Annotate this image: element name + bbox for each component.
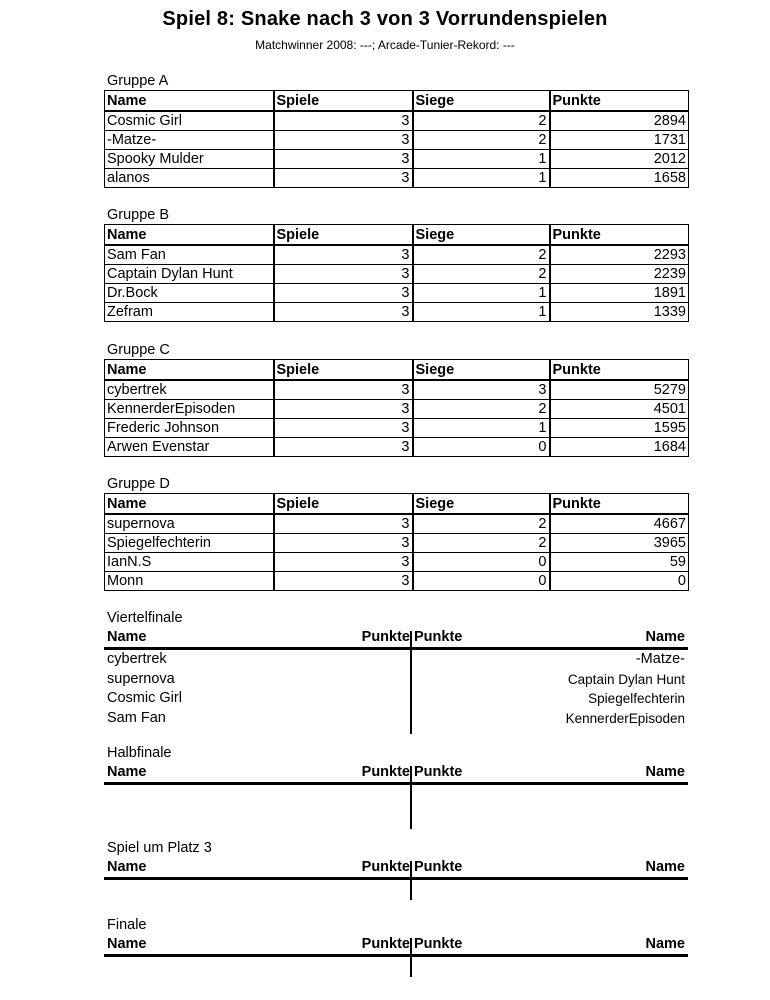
column-header: Punkte: [361, 764, 410, 780]
match-row: [104, 650, 688, 670]
round-label: Halbfinale: [107, 745, 172, 761]
cell-spiele: 3: [274, 380, 413, 400]
column-header: Name: [107, 764, 147, 780]
knockout-section: [104, 839, 688, 896]
group-label: Gruppe A: [107, 73, 169, 89]
cell-punkte: 5279: [550, 380, 689, 400]
cell-siege: 2: [413, 265, 550, 284]
cell-punkte: 1684: [550, 438, 689, 457]
cell-name: supernova: [105, 514, 274, 534]
column-header: Spiele: [274, 91, 413, 112]
cell-punkte: 0: [550, 572, 689, 591]
cell-siege: 1: [413, 150, 550, 169]
column-header: Name: [645, 859, 685, 875]
cell-spiele: 3: [274, 284, 413, 303]
player-left: Sam Fan: [107, 709, 166, 726]
column-header: Name: [107, 629, 147, 645]
cell-spiele: 3: [274, 514, 413, 534]
cell-siege: 1: [413, 284, 550, 303]
cell-name: KennerderEpisoden: [105, 400, 274, 419]
cell-siege: 1: [413, 419, 550, 438]
table-row: [105, 169, 689, 188]
table-header-row: [105, 91, 689, 112]
cell-punkte: 2293: [550, 245, 689, 265]
cell-name: IanN.S: [105, 553, 274, 572]
column-header: Name: [645, 764, 685, 780]
page-subtitle: Matchwinner 2008: ---; Arcade-Tunier-Rekord: ---: [255, 38, 515, 52]
group-label: Gruppe C: [107, 342, 170, 358]
player-left: supernova: [107, 670, 175, 687]
cell-punkte: 2894: [550, 111, 689, 131]
column-header: Punkte: [414, 629, 463, 645]
cell-punkte: 1595: [550, 419, 689, 438]
table-header-row: [105, 360, 689, 381]
column-divider: [410, 631, 412, 734]
column-header: Punkte: [550, 360, 689, 381]
cell-siege: 0: [413, 553, 550, 572]
cell-punkte: 1658: [550, 169, 689, 188]
cell-siege: 0: [413, 572, 550, 591]
cell-spiele: 3: [274, 553, 413, 572]
cell-name: Cosmic Girl: [105, 111, 274, 131]
cell-name: Arwen Evenstar: [105, 438, 274, 457]
cell-spiele: 3: [274, 150, 413, 169]
table-row: [105, 438, 689, 457]
cell-name: Dr.Bock: [105, 284, 274, 303]
group-label: Gruppe B: [107, 207, 170, 223]
cell-siege: 2: [413, 111, 550, 131]
cell-punkte: 4501: [550, 400, 689, 419]
cell-siege: 1: [413, 169, 550, 188]
cell-spiele: 3: [274, 131, 413, 150]
knockout-section: [104, 609, 688, 730]
column-header: Siege: [413, 494, 550, 515]
cell-punkte: 1891: [550, 284, 689, 303]
table-row: [105, 284, 689, 303]
table-header-row: [105, 225, 689, 246]
column-header: Punkte: [414, 764, 463, 780]
group-table: [104, 90, 689, 188]
column-header: Punkte: [550, 91, 689, 112]
cell-spiele: 3: [274, 419, 413, 438]
player-right: Captain Dylan Hunt: [567, 671, 685, 687]
match-row: [104, 709, 688, 729]
column-divider: [410, 938, 412, 977]
round-header: [104, 762, 688, 785]
group-table: [104, 224, 689, 322]
cell-punkte: 1339: [550, 303, 689, 322]
cell-name: Monn: [105, 572, 274, 591]
column-header: Punkte: [414, 936, 463, 952]
column-header: Name: [105, 225, 274, 246]
column-header: Name: [107, 859, 147, 875]
cell-punkte: 2012: [550, 150, 689, 169]
column-header: Punkte: [550, 225, 689, 246]
table-row: [105, 380, 689, 400]
column-header: Punkte: [361, 859, 410, 875]
cell-name: -Matze-: [105, 131, 274, 150]
table-row: [105, 553, 689, 572]
table-header-row: [105, 494, 689, 515]
player-left: cybertrek: [107, 651, 167, 667]
column-header: Spiele: [274, 494, 413, 515]
knockout-section: [104, 916, 688, 973]
player-right: KennerderEpisoden: [565, 710, 685, 726]
cell-name: Spooky Mulder: [105, 150, 274, 169]
column-header: Spiele: [274, 360, 413, 381]
player-left: Cosmic Girl: [107, 690, 182, 706]
column-header: Name: [107, 936, 147, 952]
column-header: Punkte: [414, 859, 463, 875]
round-label: Spiel um Platz 3: [107, 840, 212, 856]
column-divider: [410, 766, 412, 829]
cell-name: cybertrek: [105, 380, 274, 400]
round-label: Finale: [107, 917, 147, 933]
table-row: [105, 131, 689, 150]
cell-spiele: 3: [274, 265, 413, 284]
column-header: Name: [645, 936, 685, 952]
round-header: [104, 857, 688, 880]
cell-name: Spiegelfechterin: [105, 534, 274, 553]
table-row: [105, 514, 689, 534]
page-title: Spiel 8: Snake nach 3 von 3 Vorrundenspielen: [162, 8, 608, 30]
column-header: Siege: [413, 360, 550, 381]
cell-punkte: 2239: [550, 265, 689, 284]
cell-spiele: 3: [274, 169, 413, 188]
match-row: [104, 670, 688, 690]
cell-punkte: 4667: [550, 514, 689, 534]
round-header: [104, 627, 688, 650]
group-table: [104, 493, 689, 591]
cell-spiele: 3: [274, 111, 413, 131]
cell-spiele: 3: [274, 534, 413, 553]
cell-siege: 2: [413, 514, 550, 534]
cell-name: alanos: [105, 169, 274, 188]
group-label: Gruppe D: [107, 476, 170, 492]
round-header: [104, 934, 688, 957]
cell-siege: 3: [413, 380, 550, 400]
table-row: [105, 265, 689, 284]
table-row: [105, 150, 689, 169]
cell-name: Sam Fan: [105, 245, 274, 265]
match-row: [104, 689, 688, 709]
table-row: [105, 245, 689, 265]
cell-spiele: 3: [274, 303, 413, 322]
column-divider: [410, 861, 412, 900]
column-header: Siege: [413, 225, 550, 246]
player-right: Spiegelfechterin: [588, 691, 685, 706]
table-row: [105, 534, 689, 553]
column-header: Spiele: [274, 225, 413, 246]
column-header: Punkte: [361, 936, 410, 952]
column-header: Name: [105, 91, 274, 112]
cell-siege: 2: [413, 400, 550, 419]
column-header: Name: [105, 360, 274, 381]
cell-spiele: 3: [274, 400, 413, 419]
cell-siege: 2: [413, 131, 550, 150]
player-right: -Matze-: [635, 651, 685, 667]
knockout-section: [104, 744, 688, 825]
table-row: [105, 400, 689, 419]
cell-name: Zefram: [105, 303, 274, 322]
cell-spiele: 3: [274, 572, 413, 591]
column-header: Name: [645, 629, 685, 645]
table-row: [105, 419, 689, 438]
cell-punkte: 1731: [550, 131, 689, 150]
group-table: [104, 359, 689, 457]
table-row: [105, 572, 689, 591]
column-header: Punkte: [361, 629, 410, 645]
cell-siege: 2: [413, 534, 550, 553]
table-row: [105, 111, 689, 131]
cell-punkte: 3965: [550, 534, 689, 553]
cell-name: Captain Dylan Hunt: [105, 265, 274, 284]
cell-siege: 2: [413, 245, 550, 265]
cell-spiele: 3: [274, 245, 413, 265]
cell-spiele: 3: [274, 438, 413, 457]
column-header: Siege: [413, 91, 550, 112]
table-row: [105, 303, 689, 322]
column-header: Punkte: [550, 494, 689, 515]
cell-siege: 0: [413, 438, 550, 457]
cell-punkte: 59: [550, 553, 689, 572]
round-label: Viertelfinale: [107, 610, 183, 626]
cell-name: Frederic Johnson: [105, 419, 274, 438]
cell-siege: 1: [413, 303, 550, 322]
column-header: Name: [105, 494, 274, 515]
